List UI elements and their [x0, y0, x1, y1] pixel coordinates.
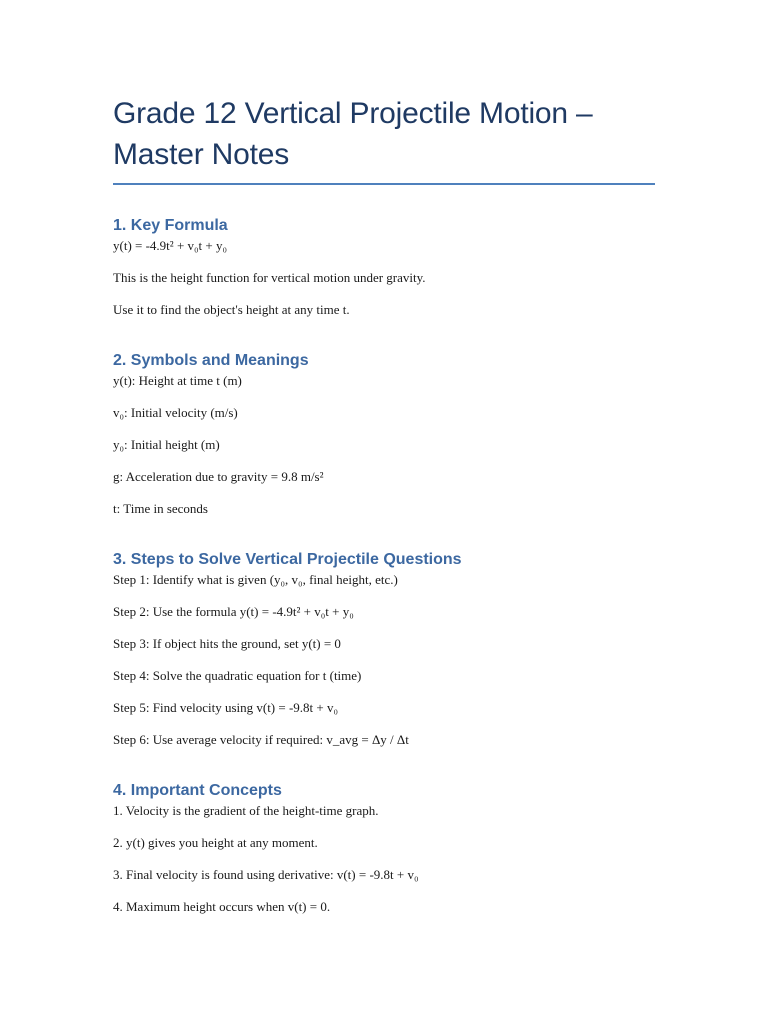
section-heading: 1. Key Formula	[113, 217, 228, 234]
symbol-item: t: Time in seconds	[113, 501, 208, 516]
symbol-item: v₀: Initial velocity (m/s)	[113, 405, 238, 420]
concept-item: 2. y(t) gives you height at any moment.	[113, 835, 318, 850]
document-page	[113, 93, 655, 916]
section-heading: 3. Steps to Solve Vertical Projectile Questions	[113, 551, 462, 568]
section-heading: 4. Important Concepts	[113, 782, 282, 799]
concept-item: 4. Maximum height occurs when v(t) = 0.	[113, 899, 331, 914]
symbol-item: y₀: Initial height (m)	[113, 437, 220, 452]
section-symbols-meanings	[113, 349, 655, 518]
concept-item: 1. Velocity is the gradient of the height-time graph.	[113, 803, 379, 818]
paragraph: This is the height function for vertical motion under gravity.	[113, 270, 426, 285]
step-item: Step 6: Use average velocity if required: v_avg = Δy / Δt	[113, 732, 409, 747]
formula-paragraph: y(t) = -4.9t² + v₀t + y₀	[113, 238, 228, 253]
section-key-formula	[113, 214, 655, 319]
step-item: Step 3: If object hits the ground, set y(t) = 0	[113, 636, 341, 651]
document-title: Grade 12 Vertical Projectile Motion – Master Notes	[113, 97, 593, 171]
step-item: Step 1: Identify what is given (y₀, v₀, final height, etc.)	[113, 572, 398, 587]
paragraph: Use it to find the object's height at any time t.	[113, 302, 350, 317]
step-item: Step 5: Find velocity using v(t) = -9.8t + v₀	[113, 700, 339, 715]
section-heading: 2. Symbols and Meanings	[113, 352, 309, 369]
symbol-item: g: Acceleration due to gravity = 9.8 m/s²	[113, 469, 324, 484]
concept-item: 3. Final velocity is found using derivative: v(t) = -9.8t + v₀	[113, 867, 419, 882]
step-item: Step 4: Solve the quadratic equation for t (time)	[113, 668, 362, 683]
section-steps	[113, 548, 655, 749]
step-item: Step 2: Use the formula y(t) = -4.9t² + v₀t + y₀	[113, 604, 354, 619]
section-important-concepts	[113, 779, 655, 916]
symbol-item: y(t): Height at time t (m)	[113, 373, 242, 388]
title-divider	[113, 183, 655, 185]
